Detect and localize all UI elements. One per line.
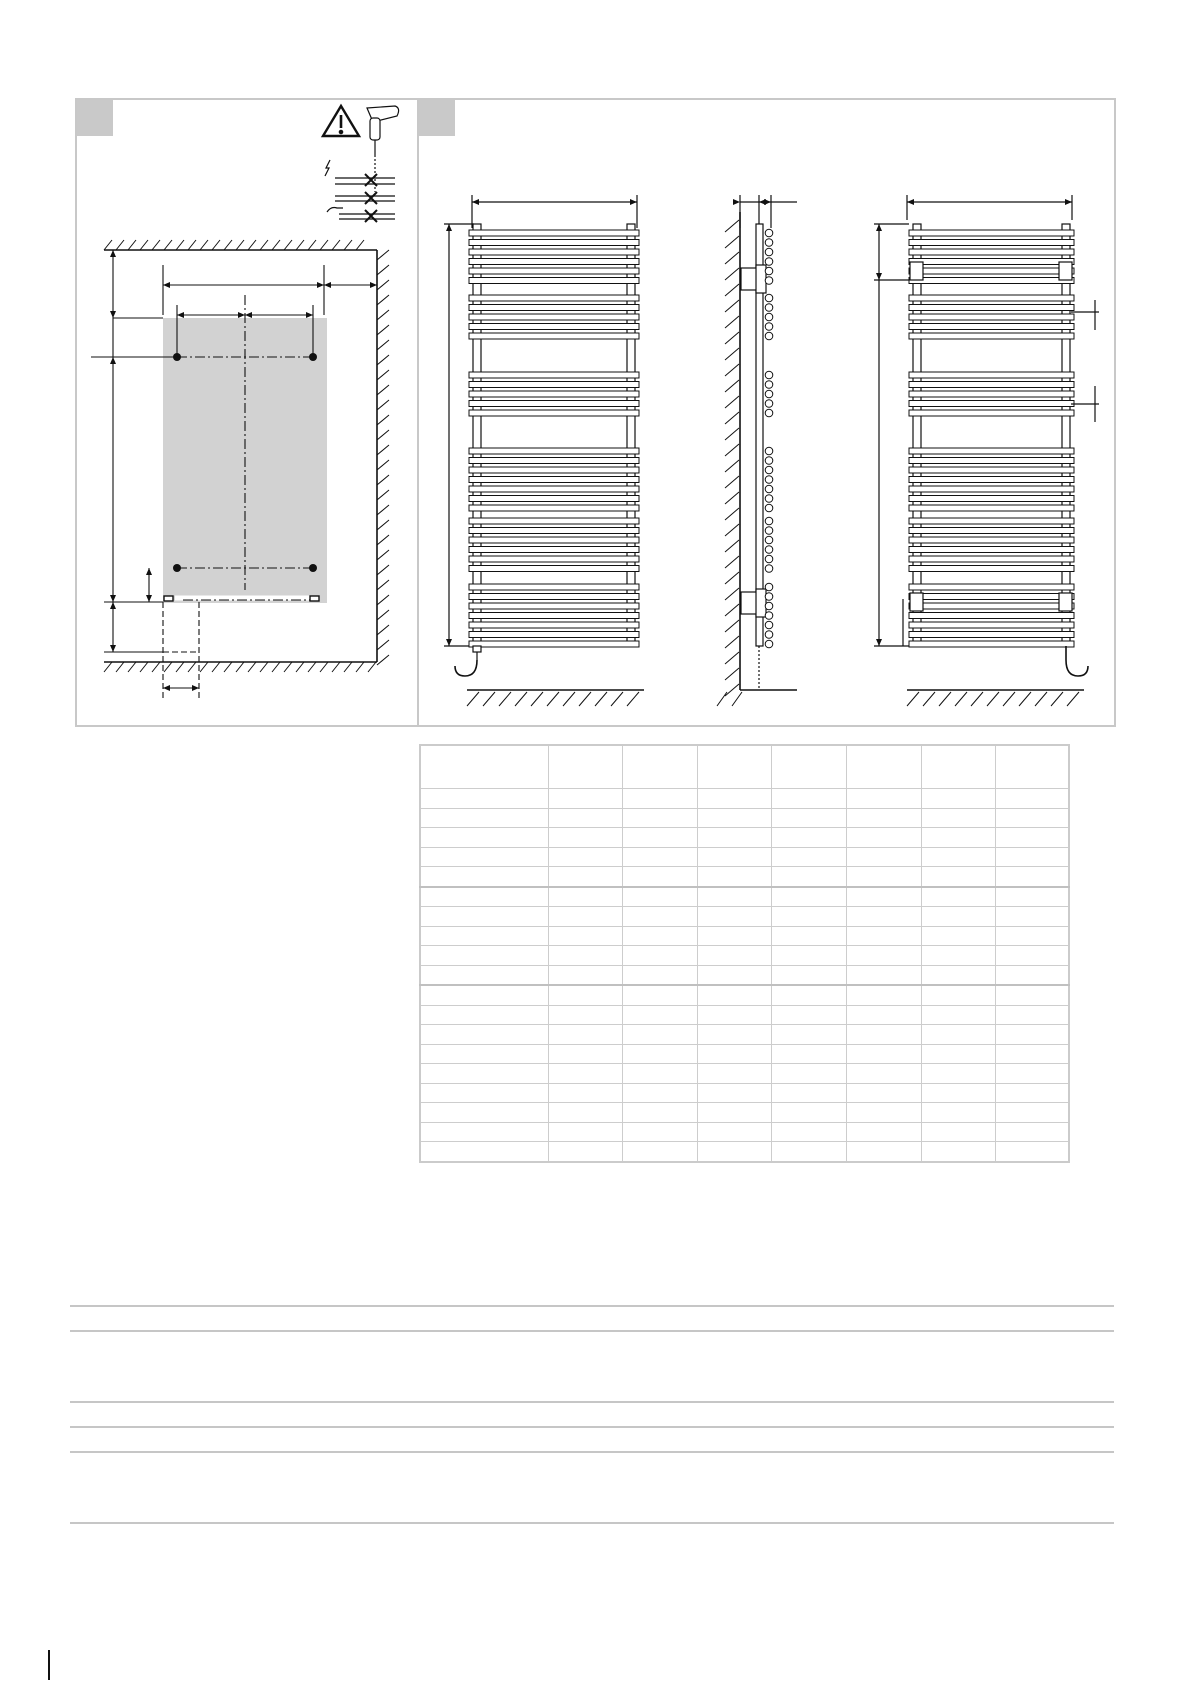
table-cell	[771, 887, 846, 907]
towel-bars	[909, 230, 1074, 647]
table-cell	[921, 965, 995, 985]
ceiling-hatch	[104, 240, 364, 250]
table-cell	[420, 808, 548, 828]
table-cell	[697, 1064, 771, 1084]
table-cell	[995, 985, 1069, 1005]
table-row	[420, 1142, 1069, 1162]
table-row	[420, 907, 1069, 927]
text-rule	[70, 1401, 1114, 1403]
table-row	[420, 789, 1069, 809]
table-cell	[846, 1064, 921, 1084]
table-cell	[697, 1044, 771, 1064]
table-cell	[697, 867, 771, 887]
table-cell	[846, 1044, 921, 1064]
table-cell	[771, 867, 846, 887]
table-cell	[995, 1044, 1069, 1064]
table-cell	[921, 808, 995, 828]
radiator-elevation-drawings	[419, 100, 1118, 729]
table-header-cell	[771, 745, 846, 789]
table-cell	[771, 789, 846, 809]
table-cell	[622, 1044, 697, 1064]
table-cell	[420, 1142, 548, 1162]
table-cell	[420, 1103, 548, 1123]
table-cell	[846, 1142, 921, 1162]
table-cell	[771, 946, 846, 966]
table-cell	[697, 907, 771, 927]
table-cell	[921, 1083, 995, 1103]
table-cell	[771, 965, 846, 985]
table-cell	[420, 867, 548, 887]
table-cell	[697, 887, 771, 907]
table-cell	[622, 887, 697, 907]
table-row	[420, 1025, 1069, 1045]
table-cell	[622, 1083, 697, 1103]
table-cell	[846, 808, 921, 828]
table-cell	[697, 1083, 771, 1103]
table-cell	[846, 887, 921, 907]
table-cell	[921, 1044, 995, 1064]
table-row	[420, 926, 1069, 946]
table-cell	[622, 1103, 697, 1123]
table-row	[420, 1064, 1069, 1084]
table-cell	[846, 828, 921, 848]
table-header-cell	[548, 745, 622, 789]
table-cell	[846, 965, 921, 985]
table-cell	[420, 887, 548, 907]
table-cell	[548, 1025, 622, 1045]
table-cell	[622, 867, 697, 887]
table-row	[420, 965, 1069, 985]
table-cell	[995, 907, 1069, 927]
table-row	[420, 1044, 1069, 1064]
table-cell	[771, 1103, 846, 1123]
table-cell	[548, 1044, 622, 1064]
table-cell	[995, 789, 1069, 809]
table-cell	[995, 828, 1069, 848]
table-cell	[921, 1064, 995, 1084]
table-cell	[921, 985, 995, 1005]
table-cell	[548, 965, 622, 985]
table-cell	[548, 847, 622, 867]
table-cell	[622, 1025, 697, 1045]
table-cell	[548, 887, 622, 907]
table-cell	[622, 789, 697, 809]
no-drill-pipes-icon	[325, 160, 395, 222]
table-cell	[548, 926, 622, 946]
table-cell	[921, 847, 995, 867]
table-cell	[420, 907, 548, 927]
table-cell	[771, 808, 846, 828]
table-cell	[697, 926, 771, 946]
table-cell	[548, 867, 622, 887]
table-cell	[622, 926, 697, 946]
table-cell	[420, 1064, 548, 1084]
table-row	[420, 1122, 1069, 1142]
table-cell	[420, 965, 548, 985]
table-cell	[771, 985, 846, 1005]
towel-bars	[469, 230, 639, 647]
table-cell	[921, 1025, 995, 1045]
table-cell	[921, 1005, 995, 1025]
table-cell	[548, 1005, 622, 1025]
table-cell	[420, 789, 548, 809]
table-cell	[697, 1122, 771, 1142]
text-rule	[70, 1330, 1114, 1332]
table-cell	[771, 1083, 846, 1103]
table-cell	[771, 828, 846, 848]
table-cell	[995, 887, 1069, 907]
table-row	[420, 828, 1069, 848]
table-cell	[771, 1064, 846, 1084]
table-cell	[697, 985, 771, 1005]
table-cell	[771, 1005, 846, 1025]
table-cell	[697, 1103, 771, 1123]
table-cell	[548, 946, 622, 966]
table-cell	[622, 1142, 697, 1162]
table-cell	[420, 1083, 548, 1103]
table-cell	[697, 946, 771, 966]
table-row	[420, 808, 1069, 828]
table-cell	[548, 985, 622, 1005]
table-row	[420, 985, 1069, 1005]
table-cell	[622, 985, 697, 1005]
table-cell	[771, 1025, 846, 1045]
table-cell	[548, 789, 622, 809]
table-header-cell	[697, 745, 771, 789]
table-cell	[771, 1044, 846, 1064]
table-cell	[697, 808, 771, 828]
table-cell	[995, 867, 1069, 887]
table-cell	[622, 808, 697, 828]
table-cell	[697, 828, 771, 848]
table-cell	[995, 1025, 1069, 1045]
table-cell	[697, 965, 771, 985]
table-cell	[921, 887, 995, 907]
table-cell	[921, 789, 995, 809]
table-cell	[921, 828, 995, 848]
table-cell	[622, 1122, 697, 1142]
wall-mounting-diagram	[77, 100, 421, 729]
table-header-cell	[420, 745, 548, 789]
table-cell	[420, 985, 548, 1005]
table-cell	[420, 1005, 548, 1025]
table-cell	[995, 1122, 1069, 1142]
table-cell	[995, 1142, 1069, 1162]
table-cell	[846, 1005, 921, 1025]
table-cell	[995, 1083, 1069, 1103]
table-cell	[771, 926, 846, 946]
table-cell	[697, 1025, 771, 1045]
table-cell	[921, 907, 995, 927]
table-cell	[995, 1064, 1069, 1084]
text-rule	[70, 1451, 1114, 1453]
table-cell	[846, 867, 921, 887]
table-header-cell	[995, 745, 1069, 789]
table-cell	[995, 926, 1069, 946]
warning-triangle-icon	[323, 106, 359, 136]
table-cell	[548, 1064, 622, 1084]
table-cell	[995, 946, 1069, 966]
table-row	[420, 1005, 1069, 1025]
table-cell	[548, 1142, 622, 1162]
table-cell	[846, 789, 921, 809]
table-row	[420, 847, 1069, 867]
table-cell	[921, 1103, 995, 1123]
table-cell	[995, 965, 1069, 985]
wall-mounting-panel	[75, 98, 419, 727]
table-cell	[846, 985, 921, 1005]
table-cell	[548, 1083, 622, 1103]
table-cell	[921, 946, 995, 966]
table-header-cell	[622, 745, 697, 789]
table-cell	[420, 946, 548, 966]
table-cell	[771, 907, 846, 927]
dimensions-table	[419, 744, 1070, 1163]
side-view-drawing	[717, 195, 797, 706]
front-view-drawing	[444, 195, 644, 706]
table-cell	[771, 847, 846, 867]
table-cell	[921, 926, 995, 946]
table-cell	[622, 907, 697, 927]
table-cell	[846, 926, 921, 946]
table-cell	[622, 1064, 697, 1084]
table-cell	[420, 847, 548, 867]
table-cell	[771, 1142, 846, 1162]
table-cell	[548, 907, 622, 927]
table-cell	[921, 1122, 995, 1142]
table-cell	[420, 1122, 548, 1142]
table-row	[420, 946, 1069, 966]
table-cell	[622, 1005, 697, 1025]
table-cell	[697, 789, 771, 809]
table-cell	[548, 808, 622, 828]
table-row	[420, 867, 1069, 887]
text-rule	[70, 1426, 1114, 1428]
table-row	[420, 887, 1069, 907]
table-cell	[846, 1025, 921, 1045]
radiator-dimensions-panel	[417, 98, 1116, 727]
table-header-cell	[921, 745, 995, 789]
table-cell	[548, 1122, 622, 1142]
table-cell	[697, 1142, 771, 1162]
table-cell	[548, 1103, 622, 1123]
table-cell	[420, 926, 548, 946]
table-cell	[622, 847, 697, 867]
table-cell	[995, 1103, 1069, 1123]
table-cell	[921, 1142, 995, 1162]
table-cell	[995, 847, 1069, 867]
table-cell	[846, 1083, 921, 1103]
text-rule	[70, 1522, 1114, 1524]
table-row	[420, 1103, 1069, 1123]
table-cell	[846, 946, 921, 966]
rear-view-drawing	[874, 195, 1099, 706]
table-cell	[420, 1044, 548, 1064]
table-cell	[622, 965, 697, 985]
page-margin-mark	[48, 1650, 50, 1680]
table-cell	[921, 867, 995, 887]
table-cell	[846, 907, 921, 927]
table-cell	[697, 1005, 771, 1025]
table-row	[420, 1083, 1069, 1103]
table-header-cell	[846, 745, 921, 789]
table-cell	[846, 1122, 921, 1142]
table-header-row	[420, 745, 1069, 789]
table-cell	[995, 1005, 1069, 1025]
table-cell	[622, 946, 697, 966]
table-cell	[697, 847, 771, 867]
table-cell	[846, 1103, 921, 1123]
table-cell	[548, 828, 622, 848]
table-cell	[771, 1122, 846, 1142]
table-cell	[420, 1025, 548, 1045]
text-rule	[70, 1305, 1114, 1307]
table-cell	[995, 808, 1069, 828]
table-cell	[846, 847, 921, 867]
table-cell	[420, 828, 548, 848]
table-cell	[622, 828, 697, 848]
